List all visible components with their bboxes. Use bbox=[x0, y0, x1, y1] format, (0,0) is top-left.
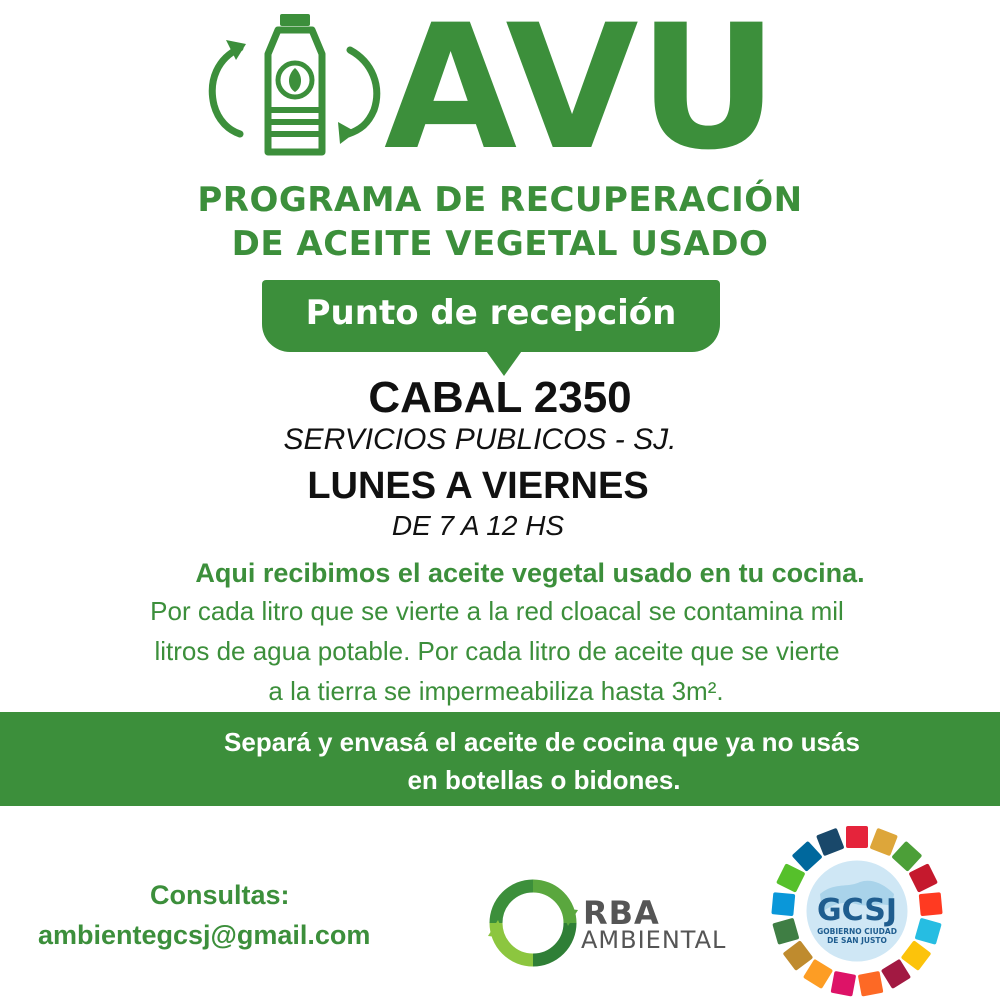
reception-hours: DE 7 A 12 HS bbox=[391, 510, 565, 541]
recycle-arrows-icon bbox=[488, 878, 578, 968]
sdg-tile bbox=[870, 828, 898, 856]
info-body-line-2: litros de agua potable. Por cada litro de aceite que se vierte bbox=[154, 636, 840, 666]
rba-logo-subtitle: AMBIENTAL bbox=[581, 926, 727, 954]
info-body-line-1: Por cada litro que se vierte a la red cloacal se contamina mil bbox=[150, 596, 844, 626]
bubble-tail bbox=[484, 348, 524, 376]
sdg-tile bbox=[901, 940, 932, 971]
instruction-line-2: en botellas o bidones. bbox=[407, 765, 681, 795]
sdg-tile bbox=[816, 828, 844, 856]
program-subtitle-line-1: PROGRAMA DE RECUPERACIÓN bbox=[197, 180, 803, 220]
reception-address: CABAL 2350 bbox=[368, 373, 632, 422]
sdg-tile bbox=[783, 940, 814, 971]
info-headline: Aqui recibimos el aceite vegetal usado en tu cocina. bbox=[195, 558, 865, 588]
sdg-tile bbox=[846, 826, 868, 848]
sdg-tile bbox=[919, 892, 943, 916]
sdg-tile bbox=[771, 892, 795, 916]
sdg-tile bbox=[803, 959, 833, 989]
sdg-tile bbox=[792, 841, 823, 872]
bottle-recycle-icon bbox=[200, 10, 390, 160]
reception-place: SERVICIOS PUBLICOS - SJ. bbox=[283, 423, 677, 456]
sdg-tile bbox=[772, 918, 799, 945]
sdg-tile bbox=[915, 918, 942, 945]
gcsj-seal-sub-2: DE SAN JUSTO bbox=[827, 936, 887, 945]
sdg-tile bbox=[908, 863, 937, 892]
gcsj-seal-name: GCSJ bbox=[817, 893, 897, 928]
sdg-tile bbox=[858, 971, 884, 997]
program-logo-title: AVU bbox=[384, 0, 779, 188]
contact-email-link[interactable]: ambientegcsj@gmail.com bbox=[38, 920, 371, 950]
sdg-tile bbox=[776, 863, 805, 892]
sdg-tile bbox=[831, 971, 857, 997]
reception-days: LUNES A VIERNES bbox=[307, 465, 649, 507]
program-subtitle-line-2: DE ACEITE VEGETAL USADO bbox=[231, 224, 769, 264]
instruction-line-1: Separá y envasá el aceite de cocina que ya no usás bbox=[224, 727, 860, 757]
gcsj-seal-logo bbox=[768, 822, 946, 1000]
sdg-tile bbox=[891, 841, 922, 872]
reception-point-bubble: Punto de recepción bbox=[262, 280, 720, 352]
contact-label: Consultas: bbox=[150, 880, 290, 910]
gcsj-seal-sub-1: GOBIERNO CIUDAD bbox=[817, 927, 897, 936]
sdg-tile bbox=[881, 959, 911, 989]
rba-logo-name: RBA bbox=[583, 894, 660, 932]
info-body-line-3: a la tierra se impermeabiliza hasta 3m². bbox=[268, 676, 724, 706]
